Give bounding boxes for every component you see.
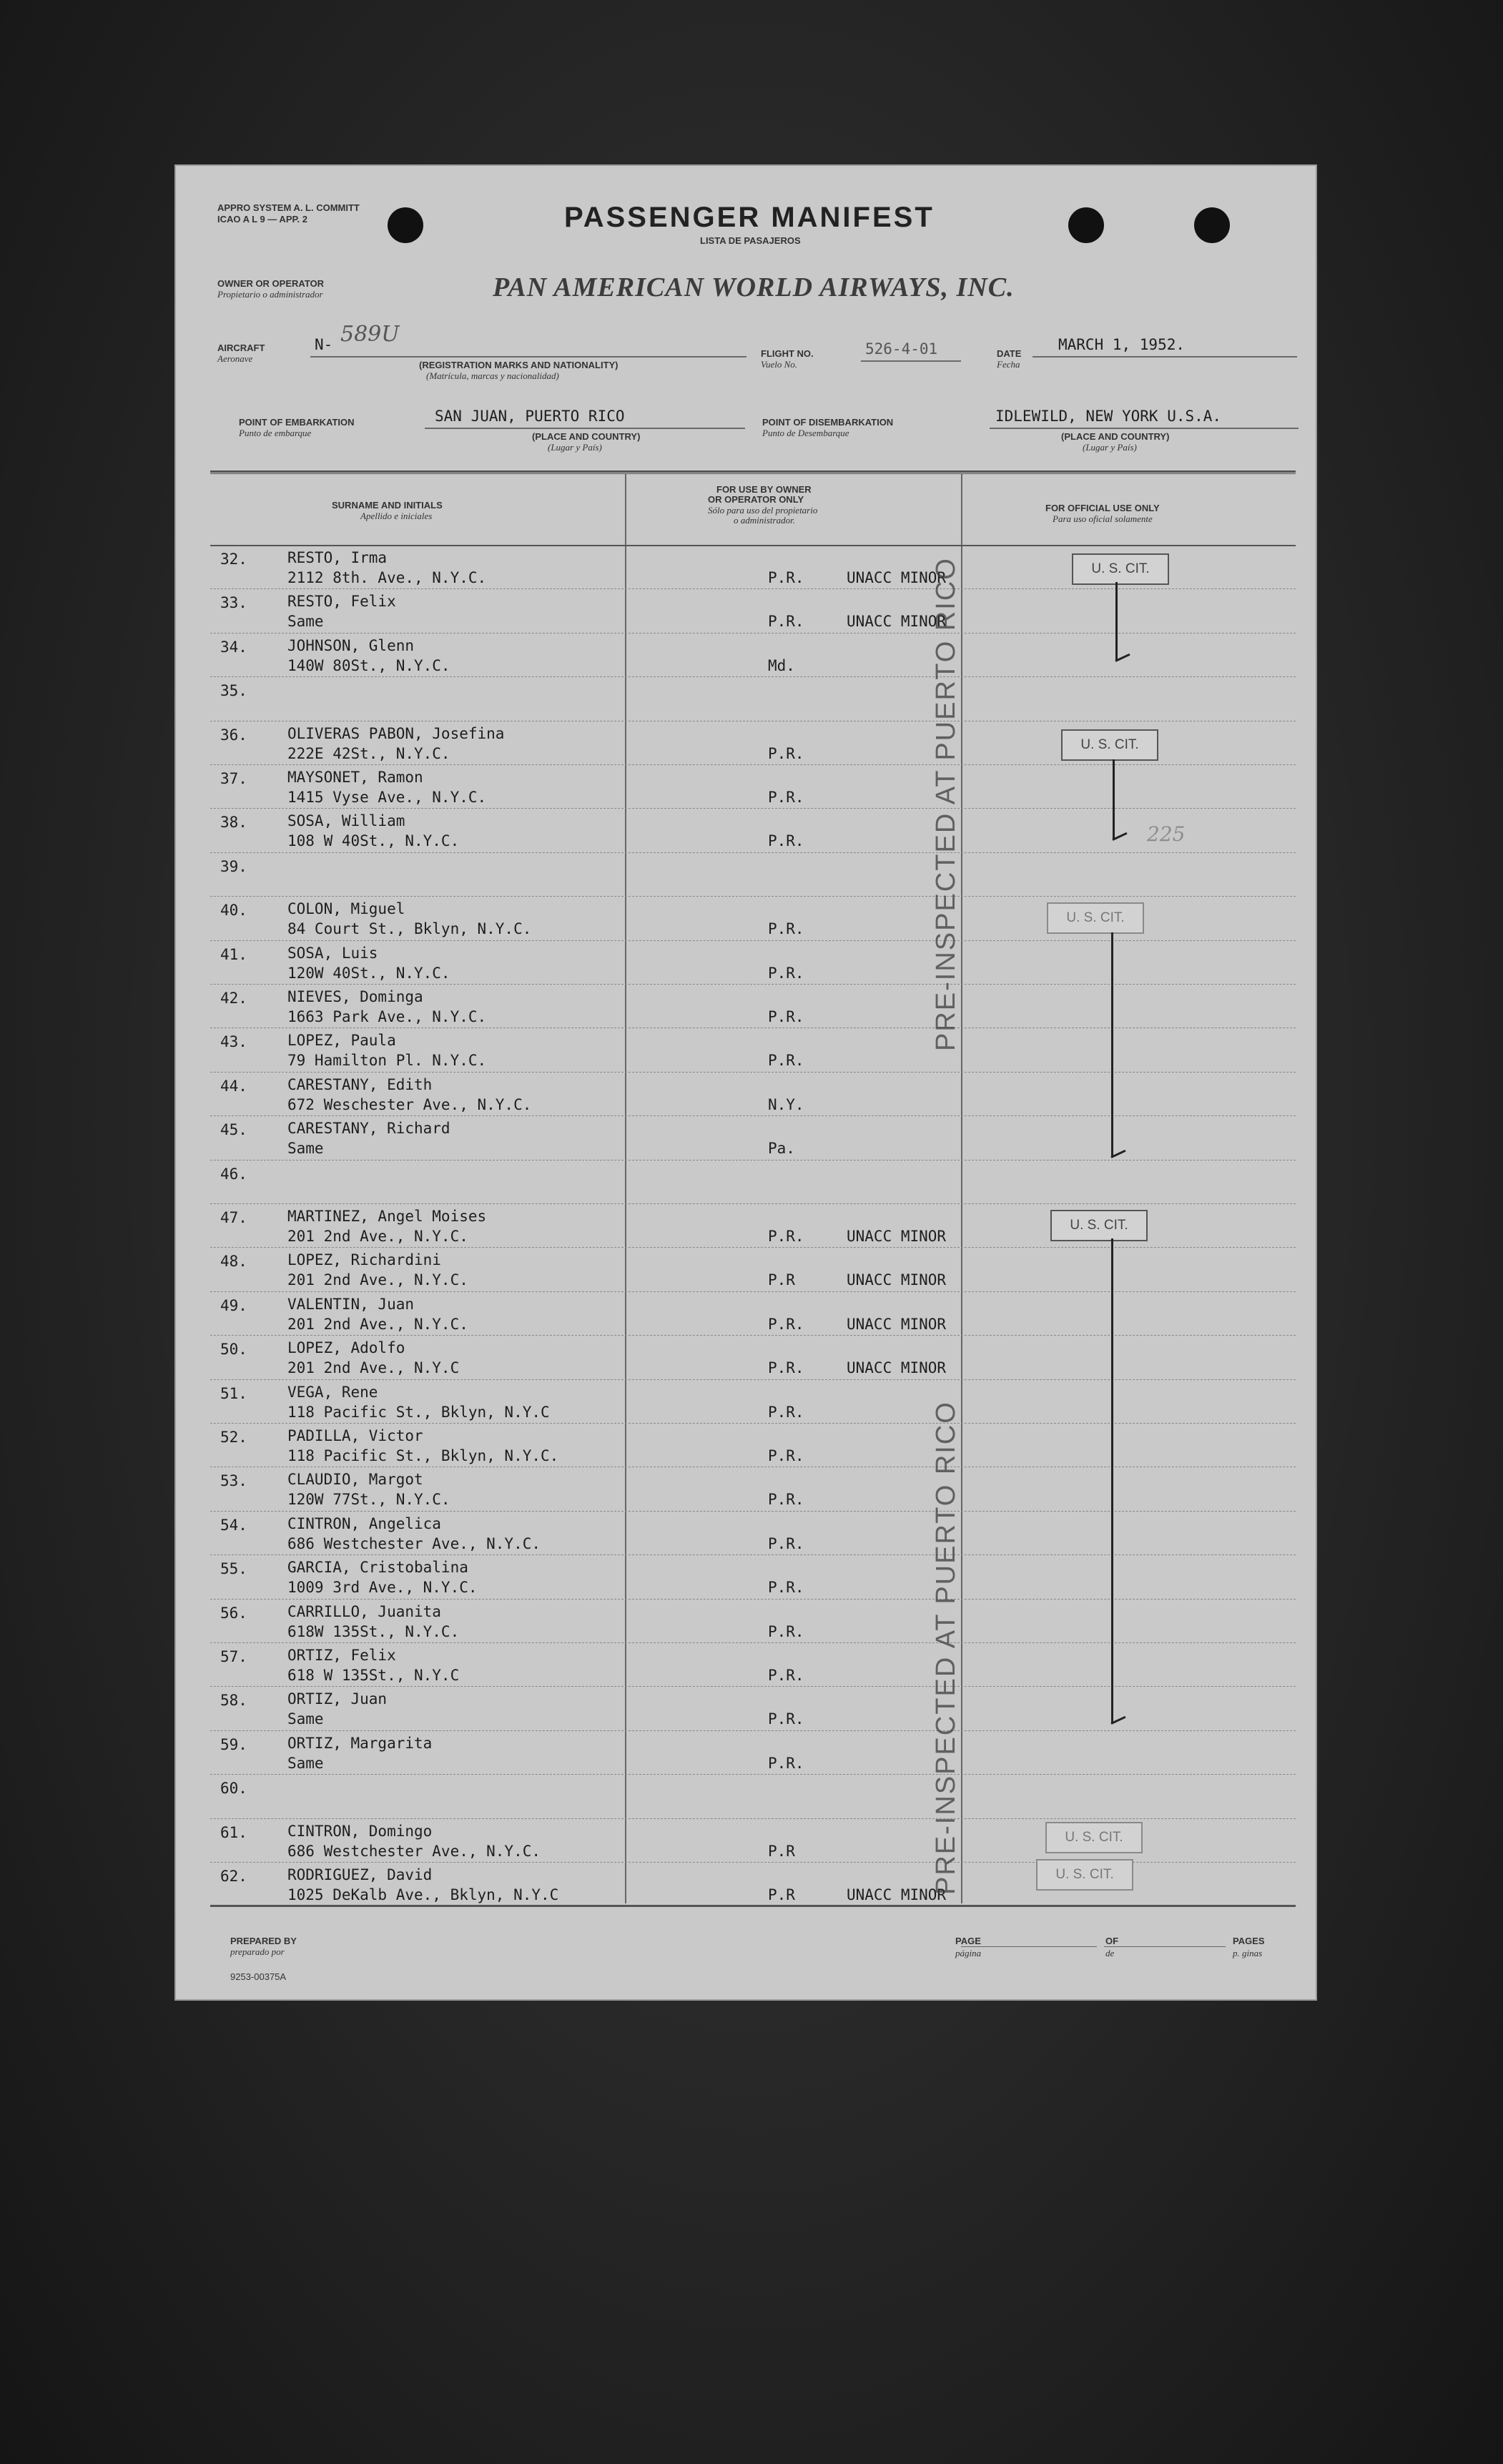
embarkation-caption-es: (Lugar y País) <box>548 442 602 453</box>
passenger-name: VEGA, Rene <box>287 1383 378 1401</box>
row-number: 52. <box>220 1429 247 1446</box>
aircraft-label: AIRCRAFT <box>217 343 265 353</box>
passenger-name: RESTO, Felix <box>287 593 396 611</box>
passenger-name: VALENTIN, Juan <box>287 1295 415 1313</box>
row-number: 61. <box>220 1823 247 1841</box>
aircraft-caption-es: (Matrícula, marcas y nacionalidad) <box>426 370 559 381</box>
pages-label: PAGES <box>1233 1936 1265 1946</box>
row-divider <box>210 1072 1296 1073</box>
owner-label: OWNER OR OPERATOR <box>217 278 325 289</box>
residence-code: P.R. <box>768 1622 804 1640</box>
aircraft-label-es: Aeronave <box>217 353 253 364</box>
aircraft-prefix: N- <box>315 336 333 353</box>
passenger-address: 201 2nd Ave., N.Y.C <box>287 1359 460 1377</box>
passenger-name: SOSA, Luis <box>287 944 378 962</box>
pre-inspected-stamp-upper: PRE-INSPECTED AT PUERTO RICO <box>931 557 961 1051</box>
residence-code: P.R. <box>768 1315 804 1333</box>
passenger-name: COLON, Miguel <box>287 900 405 918</box>
residence-code: N.Y. <box>768 1095 804 1113</box>
faint-number: 225 <box>1147 822 1186 846</box>
us-cit-stamp: U. S. CIT. <box>1061 729 1158 761</box>
bracket-line <box>1111 932 1113 1157</box>
pages-label-es: p. ginas <box>1233 1948 1263 1958</box>
of-label: OF <box>1105 1936 1119 1946</box>
passenger-address: Same <box>287 613 324 631</box>
flight-label: FLIGHT NO. <box>761 348 814 359</box>
us-cit-stamp: U. S. CIT. <box>1050 1210 1148 1241</box>
residence-code: P.R. <box>768 964 804 982</box>
passenger-name: ORTIZ, Juan <box>287 1690 388 1708</box>
row-number: 50. <box>220 1341 247 1359</box>
row-divider <box>210 1686 1296 1687</box>
row-number: 43. <box>220 1033 247 1051</box>
embarkation-label-es: Punto de embarque <box>239 428 312 438</box>
row-number: 54. <box>220 1516 247 1534</box>
row-divider <box>210 984 1296 985</box>
row-divider <box>210 588 1296 589</box>
manifest-sheet <box>174 164 1317 2001</box>
header-bottom-rule <box>210 545 1296 546</box>
of-underline <box>1104 1946 1226 1947</box>
row-divider <box>210 1511 1296 1512</box>
passenger-name: SOSA, William <box>287 812 405 830</box>
passenger-name: CARRILLO, Juanita <box>287 1602 441 1620</box>
passenger-name: MARTINEZ, Angel Moises <box>287 1208 487 1225</box>
residence-code: P.R <box>768 1842 795 1860</box>
punch-hole <box>1068 207 1104 243</box>
row-number: 44. <box>220 1077 247 1095</box>
col-header-official: FOR OFFICIAL USE ONLY <box>1045 503 1160 513</box>
passenger-name: CARESTANY, Edith <box>287 1075 433 1093</box>
passenger-name: LOPEZ, Richardini <box>287 1251 441 1269</box>
passenger-address: 2112 8th. Ave., N.Y.C. <box>287 569 487 586</box>
residence-code: P.R. <box>768 1052 804 1070</box>
residence-code: P.R. <box>768 1754 804 1772</box>
table-top-rule-2 <box>210 473 1296 474</box>
passenger-address: Same <box>287 1710 324 1728</box>
page-label: PAGE <box>955 1936 981 1946</box>
aircraft-registration: 589U <box>340 322 400 347</box>
disembarkation-label: POINT OF DISEMBARKATION <box>762 417 894 428</box>
us-cit-stamp: U. S. CIT. <box>1047 902 1144 934</box>
passenger-address: Same <box>287 1754 324 1772</box>
pre-inspected-stamp-lower: PRE-INSPECTED AT PUERTO RICO <box>931 1401 961 1895</box>
passenger-address: 1009 3rd Ave., N.Y.C. <box>287 1579 478 1597</box>
passenger-address: 108 W 40St., N.Y.C. <box>287 832 460 850</box>
residence-code: P.R. <box>768 569 804 586</box>
aircraft-caption: (REGISTRATION MARKS AND NATIONALITY) <box>419 360 619 370</box>
row-number: 58. <box>220 1692 247 1710</box>
passenger-name: RESTO, Irma <box>287 549 388 566</box>
row-number: 33. <box>220 594 247 612</box>
passenger-address: 686 Westchester Ave., N.Y.C. <box>287 1842 541 1860</box>
row-number: 47. <box>220 1209 247 1226</box>
status-note: UNACC MINOR <box>847 1359 947 1377</box>
residence-code: P.R. <box>768 613 804 631</box>
col-header-surname-es: Apellido e iniciales <box>360 511 433 521</box>
row-divider <box>210 1335 1296 1336</box>
prepared-by-label-es: preparado por <box>230 1946 285 1957</box>
page-underline <box>961 1946 1097 1947</box>
passenger-address: 618 W 135St., N.Y.C <box>287 1667 460 1684</box>
passenger-name: MAYSONET, Ramon <box>287 769 423 786</box>
disembarkation-underline <box>990 428 1299 429</box>
row-divider <box>210 1379 1296 1380</box>
row-number: 37. <box>220 770 247 787</box>
passenger-name: PADILLA, Victor <box>287 1427 423 1444</box>
row-number: 36. <box>220 726 247 744</box>
bracket-line <box>1115 582 1118 661</box>
disembarkation-place: IDLEWILD, NEW YORK U.S.A. <box>995 408 1222 425</box>
of-label-es: de <box>1105 1948 1115 1958</box>
us-cit-stamp: U. S. CIT. <box>1036 1859 1133 1891</box>
page-label-es: página <box>955 1948 982 1958</box>
row-number: 60. <box>220 1780 247 1798</box>
row-number: 38. <box>220 814 247 832</box>
status-note: UNACC MINOR <box>847 1271 947 1289</box>
row-divider <box>210 1115 1296 1116</box>
flight-underline <box>861 360 961 362</box>
residence-code: Md. <box>768 656 795 674</box>
aircraft-underline <box>310 356 746 358</box>
embarkation-label: POINT OF EMBARKATION <box>239 417 355 428</box>
residence-code: Pa. <box>768 1140 795 1158</box>
row-number: 57. <box>220 1648 247 1665</box>
status-note: UNACC MINOR <box>847 1228 947 1245</box>
table-top-rule <box>210 470 1296 473</box>
passenger-name: RODRIGUEZ, David <box>287 1866 433 1883</box>
passenger-address: 686 Westchester Ave., N.Y.C. <box>287 1534 541 1552</box>
prepared-by-label: PREPARED BY <box>230 1936 297 1946</box>
passenger-address: 84 Court St., Bklyn, N.Y.C. <box>287 920 532 938</box>
date-underline <box>1033 356 1297 358</box>
bracket-line <box>1113 759 1115 839</box>
passenger-address: 140W 80St., N.Y.C. <box>287 656 450 674</box>
passenger-address: 118 Pacific St., Bklyn, N.Y.C <box>287 1403 550 1421</box>
passenger-address: 672 Weschester Ave., N.Y.C. <box>287 1095 532 1113</box>
form-number: 9253-00375A <box>230 1971 287 1982</box>
residence-code: P.R. <box>768 1710 804 1728</box>
status-note: UNACC MINOR <box>847 613 947 631</box>
residence-code: P.R. <box>768 1491 804 1509</box>
passenger-name: OLIVERAS PABON, Josefina <box>287 724 505 742</box>
residence-code: P.R. <box>768 1447 804 1464</box>
us-cit-stamp: U. S. CIT. <box>1072 553 1169 585</box>
passenger-name: LOPEZ, Adolfo <box>287 1339 405 1357</box>
row-divider <box>210 1599 1296 1600</box>
col-header-owner-2: OR OPERATOR ONLY <box>708 494 804 505</box>
row-number: 45. <box>220 1121 247 1139</box>
passenger-address: 618W 135St., N.Y.C. <box>287 1622 460 1640</box>
passenger-name: GARCIA, Cristobalina <box>287 1559 468 1577</box>
punch-hole <box>388 207 423 243</box>
flight-date: MARCH 1, 1952. <box>1058 336 1186 353</box>
residence-code: P.R. <box>768 1403 804 1421</box>
passenger-address: 201 2nd Ave., N.Y.C. <box>287 1228 468 1245</box>
passenger-address: 201 2nd Ave., N.Y.C. <box>287 1315 468 1333</box>
passenger-name: ORTIZ, Felix <box>287 1647 396 1664</box>
row-divider <box>210 764 1296 765</box>
passenger-name: CARESTANY, Richard <box>287 1120 450 1138</box>
passenger-name: CINTRON, Angelica <box>287 1514 441 1532</box>
approval-line-2: ICAO A L 9 — APP. 2 <box>217 214 307 225</box>
row-divider <box>210 1423 1296 1424</box>
passenger-address: 120W 40St., N.Y.C. <box>287 964 450 982</box>
row-number: 32. <box>220 551 247 568</box>
row-divider <box>210 676 1296 677</box>
col-header-official-es: Para uso oficial solamente <box>1053 513 1153 524</box>
col-header-owner-3: Sólo para uso del propietario <box>708 505 818 516</box>
residence-code: P.R. <box>768 920 804 938</box>
passenger-address: 201 2nd Ave., N.Y.C. <box>287 1271 468 1289</box>
embarkation-place: SAN JUAN, PUERTO RICO <box>435 408 625 425</box>
row-divider <box>210 1642 1296 1643</box>
residence-code: P.R. <box>768 1534 804 1552</box>
column-divider-1 <box>625 473 626 1903</box>
passenger-name: JOHNSON, Glenn <box>287 636 415 654</box>
row-number: 56. <box>220 1604 247 1622</box>
residence-code: P.R. <box>768 744 804 762</box>
row-divider <box>210 1554 1296 1555</box>
passenger-address: 79 Hamilton Pl. N.Y.C. <box>287 1052 487 1070</box>
col-header-surname: SURNAME AND INITIALS <box>332 500 443 511</box>
row-divider <box>210 1291 1296 1292</box>
row-number: 51. <box>220 1384 247 1402</box>
date-label: DATE <box>997 348 1022 359</box>
passenger-name: CLAUDIO, Margot <box>287 1471 423 1489</box>
page-title: PASSENGER MANIFEST <box>564 202 935 233</box>
approval-line-1: APPRO SYSTEM A. L. COMMITT <box>217 202 360 213</box>
residence-code: P.R. <box>768 1579 804 1597</box>
disembarkation-label-es: Punto de Desembarque <box>762 428 849 438</box>
us-cit-stamp: U. S. CIT. <box>1045 1822 1143 1853</box>
row-number: 55. <box>220 1560 247 1578</box>
row-divider <box>210 1730 1296 1731</box>
passenger-address: Same <box>287 1140 324 1158</box>
disembarkation-caption-es: (Lugar y País) <box>1083 442 1137 453</box>
row-divider <box>210 1203 1296 1204</box>
date-label-es: Fecha <box>997 359 1020 370</box>
residence-code: P.R. <box>768 1359 804 1377</box>
page-subtitle: LISTA DE PASAJEROS <box>700 235 801 246</box>
col-header-owner-1: FOR USE BY OWNER <box>716 484 812 495</box>
row-number: 59. <box>220 1735 247 1753</box>
row-divider <box>210 1818 1296 1819</box>
flight-label-es: Vuelo No. <box>761 359 798 370</box>
row-number: 41. <box>220 945 247 963</box>
passenger-address: 120W 77St., N.Y.C. <box>287 1491 450 1509</box>
passenger-name: ORTIZ, Margarita <box>287 1734 433 1752</box>
row-divider <box>210 852 1296 853</box>
row-divider <box>210 808 1296 809</box>
residence-code: P.R <box>768 1271 795 1289</box>
row-divider <box>210 1247 1296 1248</box>
row-divider <box>210 1774 1296 1775</box>
passenger-address: 1663 Park Ave., N.Y.C. <box>287 1008 487 1025</box>
status-note: UNACC MINOR <box>847 1886 947 1903</box>
embarkation-caption: (PLACE AND COUNTRY) <box>532 431 641 442</box>
residence-code: P.R. <box>768 789 804 806</box>
status-note: UNACC MINOR <box>847 1315 947 1333</box>
residence-code: P.R. <box>768 1667 804 1684</box>
passenger-address: 1415 Vyse Ave., N.Y.C. <box>287 789 487 806</box>
row-divider <box>210 633 1296 634</box>
row-number: 39. <box>220 857 247 875</box>
passenger-name: CINTRON, Domingo <box>287 1822 433 1840</box>
passenger-name: NIEVES, Dominga <box>287 988 423 1005</box>
residence-code: P.R <box>768 1886 795 1903</box>
col-header-owner-4: o administrador. <box>734 515 795 526</box>
punch-hole <box>1194 207 1230 243</box>
table-bottom-rule <box>210 1905 1296 1907</box>
row-number: 49. <box>220 1296 247 1314</box>
row-number: 46. <box>220 1165 247 1183</box>
passenger-name: LOPEZ, Paula <box>287 1032 396 1050</box>
row-number: 35. <box>220 682 247 700</box>
owner-label-es: Propietario o administrador <box>217 289 323 300</box>
flight-number: 526-4-01 <box>865 340 938 358</box>
row-divider <box>210 896 1296 897</box>
row-number: 40. <box>220 902 247 920</box>
airline-name: PAN AMERICAN WORLD AIRWAYS, INC. <box>493 272 1015 302</box>
disembarkation-caption: (PLACE AND COUNTRY) <box>1061 431 1170 442</box>
bracket-line <box>1111 1238 1113 1723</box>
row-divider <box>210 940 1296 941</box>
passenger-address: 118 Pacific St., Bklyn, N.Y.C. <box>287 1447 559 1464</box>
residence-code: P.R. <box>768 832 804 850</box>
row-number: 42. <box>220 990 247 1007</box>
row-number: 34. <box>220 638 247 656</box>
passenger-address: 222E 42St., N.Y.C. <box>287 744 450 762</box>
embarkation-underline <box>425 428 745 429</box>
row-number: 53. <box>220 1472 247 1490</box>
status-note: UNACC MINOR <box>847 569 947 586</box>
residence-code: P.R. <box>768 1228 804 1245</box>
row-number: 62. <box>220 1868 247 1885</box>
passenger-address: 1025 DeKalb Ave., Bklyn, N.Y.C <box>287 1886 559 1903</box>
residence-code: P.R. <box>768 1008 804 1025</box>
row-number: 48. <box>220 1253 247 1271</box>
